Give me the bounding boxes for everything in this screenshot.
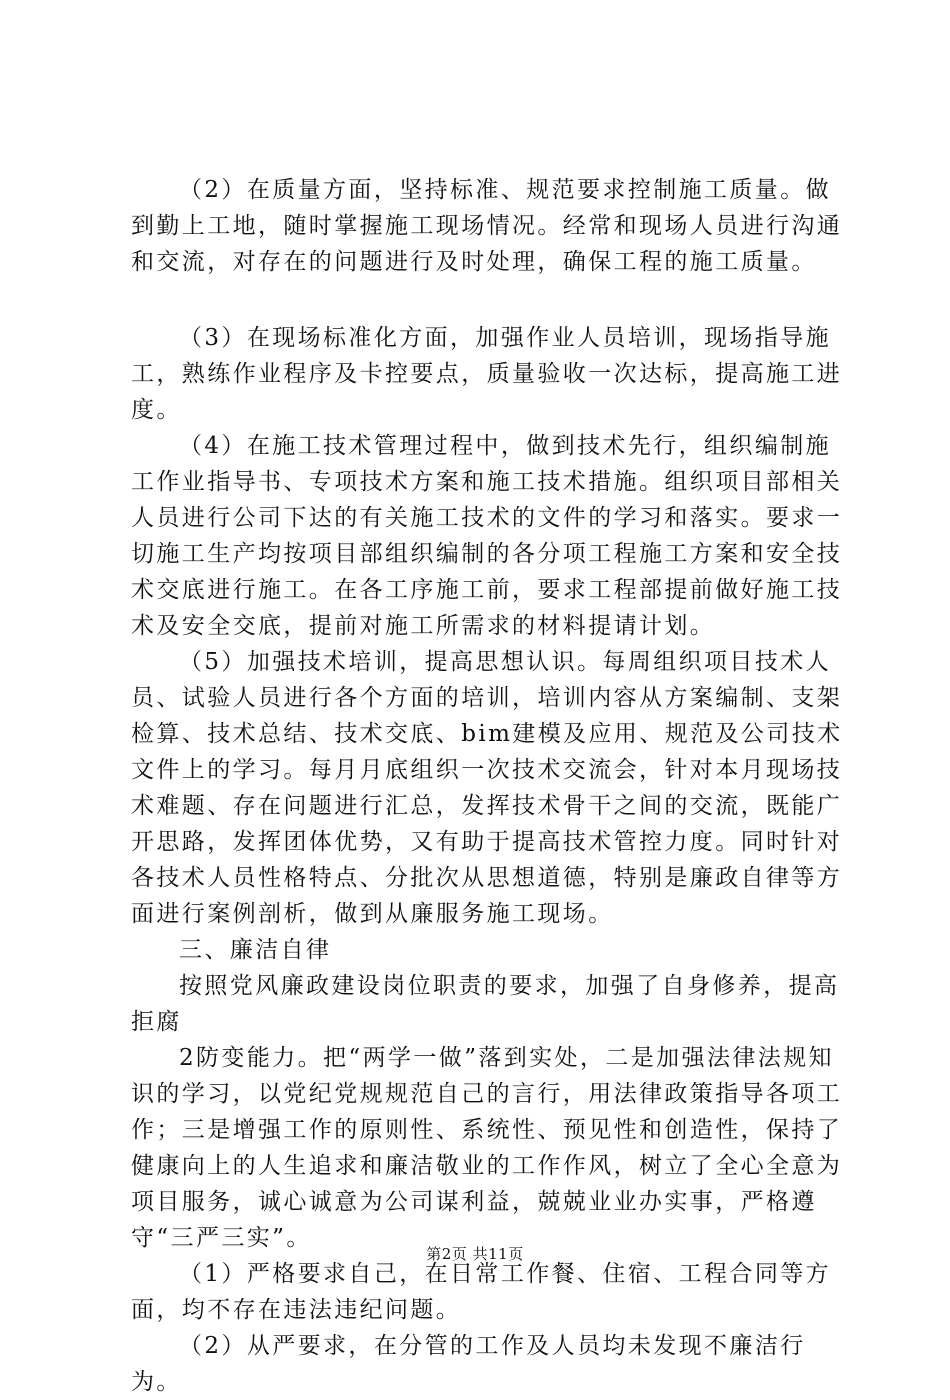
document-body [131,172,851,1400]
paragraph-strict-self: （1）严格要求自己，在日常工作餐、住宿、工程合同等方面，均不存在违法违纪问题。 [131,1261,832,1323]
page-number-footer: 第2页 共11页 [426,1245,524,1263]
paragraph-strict-staff: （2）从严要求，在分管的工作及人员均未发现不廉洁行为。 [131,1333,806,1395]
section-heading-integrity: 三、廉洁自律 [179,937,332,963]
paragraph-technical-training: （5）加强技术培训，提高思想认识。每周组织项目技术人员、试验人员进行各个方面的培训，培训内容从方案编制、支架检算、技术总结、技术交底、bim建模及应用、规范及公司技术文件上的学习。每月月底组织一次技术交流会，针对本月现场技术难题、存在问题进行汇总，发挥技术骨干之间的交流，既能广开思路，发挥团体优势，又有助于提高技术管控力度。同时针对各技术人员性格特点、分批次从思想道德，特别是廉政自律等方面进行案例剖析，做到从廉服务施工现场。 [131,649,843,927]
paragraph-technical-management: （4）在施工技术管理过程中，做到技术先行，组织编制施工作业指导书、专项技术方案和施工技术措施。组织项目部相关人员进行公司下达的有关施工技术的文件的学习和落实。要求一切施工生产均按项目部组织编制的各分项工程施工方案和安全技术交底进行施工。在各工序施工前，要求工程部提前做好施工技术及安全交底，提前对施工所需求的材料提请计划。 [131,433,843,639]
paragraph-site-standardization: （3）在现场标准化方面，加强作业人员培训，现场指导施工，熟练作业程序及卡控要点，质量验收一次达标，提高施工进度。 [131,325,843,423]
paragraph-quality: （2）在质量方面，坚持标准、规范要求控制施工质量。做到勤上工地，随时掌握施工现场情况。经常和现场人员进行沟通和交流，对存在的问题进行及时处理，确保工程的施工质量。 [131,177,843,275]
paragraph-integrity-intro: 按照党风廉政建设岗位职责的要求，加强了自身修养，提高拒腐 [131,973,840,1035]
paragraph-integrity-detail: 2防变能力。把“两学一做”落到实处，二是加强法律法规知识的学习，以党纪党规规范自己的言行，用法律政策指导各项工作；三是增强工作的原则性、系统性、预见性和创造性，保持了健康向上的人生追求和廉洁敬业的工作作风，树立了全心全意为项目服务，诚心诚意为公司谋利益，兢兢业业办实事，严格遵守“三严三实”。 [131,1045,843,1251]
